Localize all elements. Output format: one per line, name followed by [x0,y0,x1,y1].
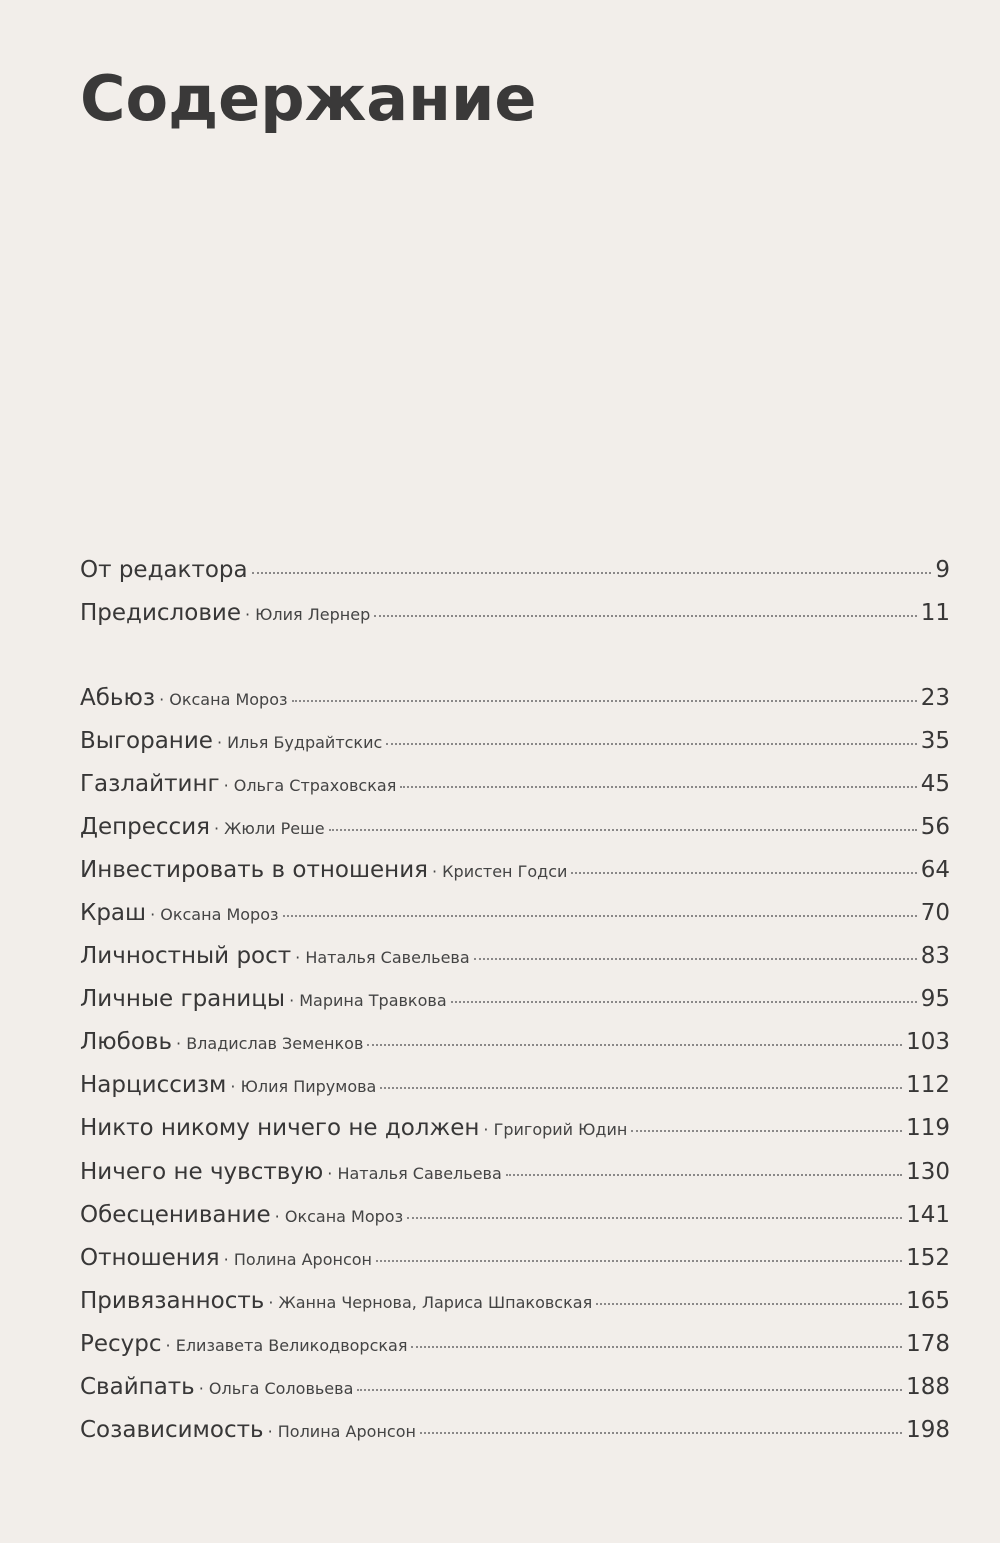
toc-entry[interactable] [80,978,950,1021]
dot-leader [474,958,917,960]
entry-author: · Наталья Савельева [295,936,469,979]
entry-author: · Ольга Соловьева [199,1367,354,1410]
entry-page-number: 103 [906,1029,950,1056]
dot-leader [252,572,932,574]
entry-title: Любовь [80,1029,173,1056]
toc-entry[interactable] [80,549,950,592]
toc-entry[interactable] [80,1021,950,1064]
entry-title: Созависимость [80,1416,264,1443]
entry-page-number: 130 [906,1158,950,1185]
toc-entry[interactable] [80,1064,950,1107]
entry-page-number: 152 [906,1244,950,1271]
entry-title: Предисловие [80,600,241,627]
dot-leader [386,743,916,745]
entry-author: · Жанна Чернова, Лариса Шпаковская [268,1281,592,1324]
entry-title: Краш [80,900,147,927]
toc-entry[interactable] [80,1409,950,1452]
entry-page-number: 119 [906,1115,950,1142]
dot-leader [411,1346,902,1348]
entry-author: · Жюли Реше [214,807,325,850]
toc-entry[interactable] [80,1151,950,1194]
entry-title: Обесценивание [80,1201,271,1228]
chapter-list [80,677,950,1452]
dot-leader [374,615,916,617]
dot-leader [357,1389,902,1391]
dot-leader [376,1260,902,1262]
entry-page-number: 70 [920,900,950,927]
entry-page-number: 11 [920,600,950,627]
entry-author: · Оксана Мороз [150,893,278,936]
entry-page-number: 64 [920,857,950,884]
toc-entry[interactable] [80,1194,950,1237]
entry-page-number: 141 [906,1201,950,1228]
entry-title: Ресурс [80,1330,162,1357]
entry-author: · Григорий Юдин [483,1108,627,1151]
front-matter-list [80,549,950,635]
entry-page-number: 23 [920,685,950,711]
entry-page-number: 178 [906,1330,950,1357]
entry-author: · Владислав Земенков [176,1022,363,1065]
entry-title: Газлайтинг [80,771,220,798]
dot-leader [506,1174,902,1176]
entry-author: · Оксана Мороз [159,678,287,721]
dot-leader [283,915,917,917]
dot-leader [367,1044,902,1046]
page-title: Содержание [80,62,537,135]
entry-page-number: 188 [906,1373,950,1400]
toc-entry[interactable] [80,1366,950,1409]
entry-author: · Кристен Годси [432,850,567,893]
entry-author: · Елизавета Великодворская [166,1324,408,1367]
entry-title: Никто никому ничего не должен [80,1115,480,1142]
dot-leader [329,829,917,831]
entry-page-number: 9 [935,557,950,583]
entry-author: · Ольга Страховская [224,764,397,807]
toc-entry[interactable] [80,592,950,635]
entry-page-number: 35 [920,728,950,755]
entry-title: Свайпать [80,1373,195,1400]
dot-leader [400,786,916,788]
toc-entry[interactable] [80,1107,950,1150]
entry-page-number: 112 [906,1072,950,1099]
toc-entry[interactable] [80,892,950,935]
dot-leader [596,1303,902,1305]
entry-author: · Полина Аронсон [224,1238,372,1281]
entry-author: · Илья Будрайтскис [217,721,382,764]
entry-title: Ничего не чувствую [80,1158,324,1185]
dot-leader [631,1130,902,1132]
dot-leader [380,1087,902,1089]
toc-entry[interactable] [80,1280,950,1323]
entry-page-number: 45 [920,771,950,798]
entry-title: Инвестировать в отношения [80,857,428,884]
entry-title: Депрессия [80,814,210,841]
entry-page-number: 198 [906,1416,950,1443]
entry-title: От редактора [80,557,248,583]
entry-author: · Марина Травкова [289,979,447,1022]
entry-author: · Полина Аронсон [268,1410,416,1453]
dot-leader [571,872,916,874]
toc-entry[interactable] [80,720,950,763]
entry-title: Выгорание [80,728,213,755]
entry-title: Личные границы [80,986,286,1013]
entry-author: · Юлия Лернер [245,593,370,636]
toc-entry[interactable] [80,1323,950,1366]
entry-page-number: 165 [906,1287,950,1314]
dot-leader [451,1001,917,1003]
entry-author: · Юлия Пирумова [230,1065,376,1108]
dot-leader [420,1432,902,1434]
entry-title: Привязанность [80,1287,265,1314]
entry-page-number: 56 [920,814,950,841]
toc-entry[interactable] [80,1237,950,1280]
entry-page-number: 83 [920,943,950,970]
dot-leader [292,700,917,702]
entry-title: Отношения [80,1244,220,1271]
entry-author: · Оксана Мороз [275,1195,403,1238]
toc-entry[interactable] [80,935,950,978]
entry-title: Нарциссизм [80,1072,227,1099]
entry-page-number: 95 [920,986,950,1013]
entry-author: · Наталья Савельева [327,1152,501,1195]
entry-title: Личностный рост [80,943,292,970]
entry-title: Абьюз [80,685,156,711]
toc-entry[interactable] [80,677,950,720]
dot-leader [407,1217,902,1219]
toc-entry[interactable] [80,849,950,892]
toc-entry[interactable] [80,763,950,806]
toc-entry[interactable] [80,806,950,849]
